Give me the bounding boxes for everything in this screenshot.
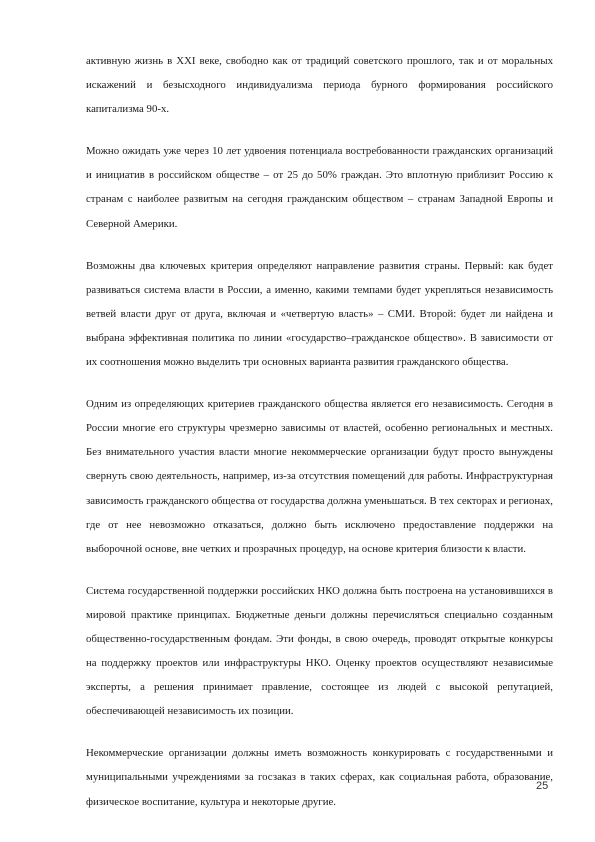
paragraph: Возможны два ключевых критерия определяют направление развития страны. Первый: как будет развиваться система власти в России, а именно, какими темпами будет укрепляться независимость ветвей власти друг от друга, включая и «четвертую власть» – СМИ. Второй: будет ли найдена и выбрана эффективная политика по линии «государство–гражданское общество». В зависимости от их соотношения можно выделить три основных варианта развития гражданского общества.: [86, 259, 553, 369]
paragraph: Можно ожидать уже через 10 лет удвоения потенциала востребованности гражданских организаций и инициатив в российском обществе – от 25 до 50% граждан. Это вплотную приблизит Россию к странам с наиболее развитым на сегодня гражданским обществом – странам Западной Европы и Северной Америки.: [86, 145, 553, 230]
paragraph: активную жизнь в XXI веке, свободно как от традиций советского прошлого, так и от моральных искажений и безысходного индивидуализма периода бурного формирования российского капитализма 90-х.: [86, 55, 553, 116]
paragraph: Одним из определяющих критериев гражданского общества является его независимость. Сегодня в России многие его структуры чрезмерно зависимы от властей, особенно региональных и местных. Без внимательного участия власти многие некоммерческие организации будут просто вынуждены свернуть свою деятельность, например, из-за отсутствия помещений для работы. Инфраструктурная зависимость гражданского общества от государства должна уменьшаться. В тех секторах и регионах, где от нее невозможно отказаться, должно быть исключено предоставление поддержки на выборочной основе, вне четких и прозрачных процедур, на основе критерия близости к власти.: [86, 398, 553, 555]
paragraph: Некоммерческие организации должны иметь возможность конкурировать с государственными и муниципальными учреждениями за госзаказ в таких сферах, как социальная работа, образование, физическое воспитание, культура и некоторые другие.: [86, 747, 553, 808]
document-body: [86, 49, 553, 832]
page-number: 25: [536, 780, 549, 792]
paragraph: Система государственной поддержки российских НКО должна быть построена на установившихся в мировой практике принципах. Бюджетные деньги должны перечисляться специально созданным общественно-государственным фондам. Эти фонды, в свою очередь, проводят открытые конкурсы на поддержку проектов или инфраструктуры НКО. Оценку проектов осуществляют независимые эксперты, а решения принимает правление, состоящее из людей с высокой репутацией, обеспечивающей независимость их позиции.: [86, 584, 553, 718]
